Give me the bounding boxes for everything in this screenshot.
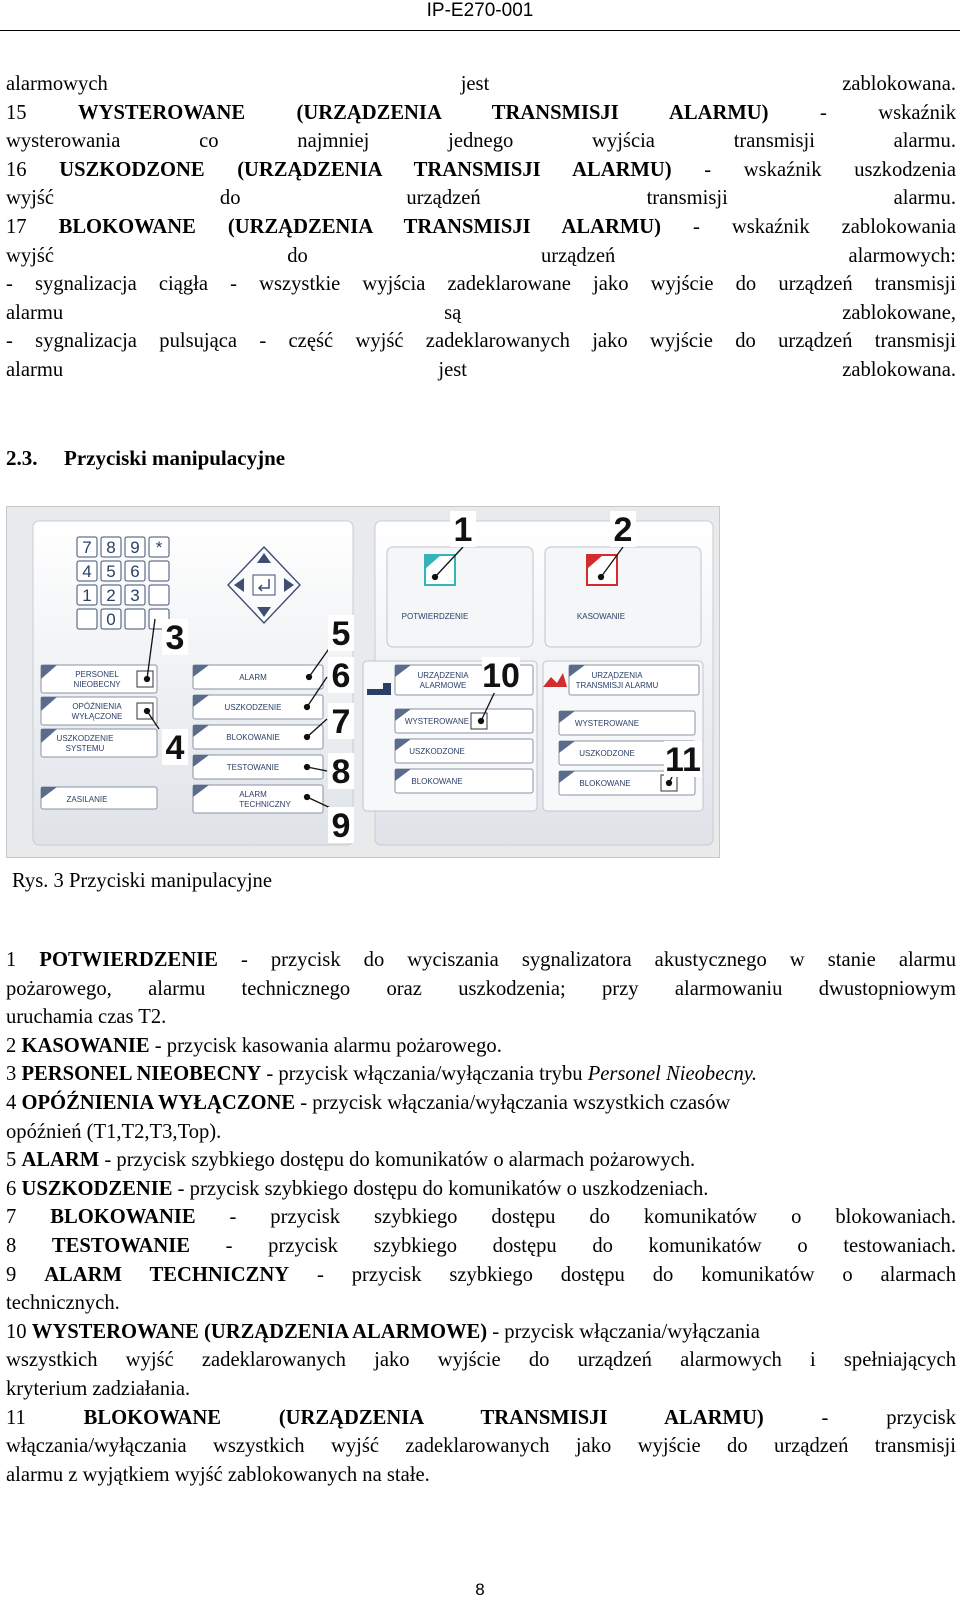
button-opoznienia-wylaczone[interactable] xyxy=(41,697,157,725)
label-wysterowane-t: WYSTEROWANE xyxy=(574,719,640,728)
label-blokowanie: BLOKOWANIE xyxy=(226,733,280,742)
text-run: 17 xyxy=(6,215,59,238)
label-techniczny: TECHNICZNY xyxy=(239,800,291,809)
label-nieobecny: NIEOBECNY xyxy=(73,680,121,689)
intro-line xyxy=(6,270,956,299)
callout-number: 10 xyxy=(482,657,520,695)
text-run: - przycisk włączania/wyłączania trybu xyxy=(261,1063,588,1086)
keypad-key[interactable] xyxy=(149,585,169,605)
svg-text:BLOKOWANIE xyxy=(226,733,280,742)
keypad-key[interactable] xyxy=(77,585,97,605)
keypad-key[interactable] xyxy=(125,585,145,605)
label-blokowane-a: BLOKOWANE xyxy=(411,777,463,786)
callout-number: 2 xyxy=(613,511,633,549)
bold-term: ALARM xyxy=(21,1149,100,1172)
label-transmisji: TRANSMISJI ALARMU xyxy=(575,681,659,690)
text-run: - przycisk do wyciszania sygnalizatora akustycznego w stanie alarmu xyxy=(217,949,956,971)
indicator-uszkodzone-alarmowe xyxy=(395,739,533,763)
svg-text:USZKODZONE xyxy=(579,749,635,758)
svg-text:TRANSMISJI ALARMU xyxy=(576,681,659,690)
text-run: wszystkich wyjść zadeklarowanych jako wyjście do urządzeń alarmowych i spełniających xyxy=(6,1349,956,1372)
description-line xyxy=(6,1118,956,1147)
label-kasowanie: KASOWANIE xyxy=(576,612,626,621)
bold-term: POTWIERDZENIE xyxy=(39,949,218,971)
section-number: 2.3. xyxy=(6,446,38,470)
bold-term: WYSTEROWANE (URZĄDZENIA TRANSMISJI ALARMU) xyxy=(78,101,769,124)
label-uszkodzone-a: USZKODZONE xyxy=(409,747,465,756)
text-run: 7 xyxy=(6,1206,51,1229)
control-panel-figure xyxy=(6,506,720,858)
button-potwierdzenie[interactable] xyxy=(387,547,533,647)
intro-line xyxy=(6,213,956,242)
svg-text:URZĄDZENIA xyxy=(417,671,469,680)
bold-term: USZKODZONE (URZĄDZENIA TRANSMISJI ALARMU) xyxy=(59,158,672,181)
text-run: alarmu są zablokowane, xyxy=(6,301,956,324)
button-alarm[interactable] xyxy=(193,665,323,689)
button-zasilanie[interactable] xyxy=(41,787,157,809)
keypad-key[interactable] xyxy=(101,537,121,557)
text-run: pożarowego, alarmu technicznego oraz uszkodzenia; przy alarmowaniu dwustopniowym xyxy=(6,977,956,1000)
text-run: - przycisk szybkiego dostępu do komunikatów o alarmach xyxy=(289,1263,956,1286)
svg-text:USZKODZONE xyxy=(409,747,465,756)
text-run: - przycisk szybkiego dostępu do komunikatów o uszkodzeniach. xyxy=(172,1177,709,1200)
callout-number: 6 xyxy=(331,657,351,695)
svg-text:ALARM xyxy=(239,673,267,682)
keypad-key-label: 5 xyxy=(106,562,116,581)
text-run: alarmowych jest zablokowana. xyxy=(6,73,956,95)
keypad-key[interactable] xyxy=(149,537,169,557)
label-urzadzenia-t: URZĄDZENIA xyxy=(591,671,643,680)
keypad-key-label: 6 xyxy=(130,562,140,581)
enter-icon[interactable] xyxy=(253,575,275,595)
description-line xyxy=(6,1375,956,1404)
button-uszkodzenie-systemu[interactable] xyxy=(41,729,157,757)
svg-text:USZKODZENIE xyxy=(57,734,114,743)
keypad-key-label: 0 xyxy=(106,610,116,629)
bold-term: BLOKOWANE (URZĄDZENIA TRANSMISJI ALARMU) xyxy=(83,1406,764,1429)
svg-text:USZKODZENIE xyxy=(225,703,282,712)
description-line xyxy=(6,1003,956,1032)
keypad-key-label: 8 xyxy=(106,538,116,557)
callout-number: 1 xyxy=(453,511,473,549)
section-title: Przyciski manipulacyjne xyxy=(64,446,286,470)
svg-text:KASOWANIE xyxy=(577,612,625,621)
text-run: - przycisk włączania/wyłączania xyxy=(487,1320,760,1343)
label-alarm: ALARM xyxy=(239,673,267,682)
text-run: włączania/wyłączania wszystkich wyjść zadeklarowanych jako wyjście do urządzeń transmisji xyxy=(6,1435,956,1458)
button-personel-nieobecny[interactable] xyxy=(41,665,157,693)
svg-text:ALARMOWE xyxy=(420,681,467,690)
svg-text:URZĄDZENIA xyxy=(591,671,643,680)
label-systemu: SYSTEMU xyxy=(65,744,105,753)
page-header xyxy=(0,0,960,31)
description-line xyxy=(6,1346,956,1375)
text-run: - przycisk szybkiego dostępu do komunikatów o blokowaniach. xyxy=(195,1206,956,1229)
description-line xyxy=(6,1432,956,1461)
bold-term: WYSTEROWANE (URZĄDZENIA ALARMOWE) xyxy=(31,1320,488,1343)
keypad-key-label: 2 xyxy=(106,586,116,605)
description-line xyxy=(6,1261,956,1290)
text-run: alarmu jest zablokowana. xyxy=(6,358,956,381)
text-run: wyjść do urządzeń alarmowych: xyxy=(6,244,956,267)
callout-number: 4 xyxy=(165,729,185,767)
intro-line xyxy=(6,99,956,128)
description-line xyxy=(6,1232,956,1261)
text-run: wysterowania co najmniej jednego wyjścia transmisji alarmu. xyxy=(6,130,956,153)
keypad-key[interactable] xyxy=(101,609,121,629)
callout-number: 3 xyxy=(165,619,185,657)
text-run: - przycisk szybkiego dostępu do komunikatów o alarmach pożarowych. xyxy=(99,1149,696,1172)
svg-text:NIEOBECNY xyxy=(73,680,121,689)
text-run: 5 xyxy=(6,1149,22,1172)
label-blokowane-t: BLOKOWANE xyxy=(579,779,631,788)
indicator-wysterowane-transmisji xyxy=(559,711,695,735)
keypad-key-label: 1 xyxy=(82,586,92,605)
text-run: - przycisk szybkiego dostępu do komunikatów o testowaniach. xyxy=(190,1234,956,1257)
svg-text:SYSTEMU xyxy=(66,744,105,753)
text-run: - wskaźnik zablokowania xyxy=(661,215,956,238)
text-run: 11 xyxy=(6,1406,84,1429)
callout-number: 11 xyxy=(665,741,701,779)
text-run: kryterium zadziałania. xyxy=(6,1377,191,1400)
keypad-key-label: 4 xyxy=(82,562,92,581)
callout-number: 7 xyxy=(331,703,351,741)
keypad-key[interactable] xyxy=(101,561,121,581)
label-testowanie: TESTOWANIE xyxy=(226,763,280,772)
label-zasilanie: ZASILANIE xyxy=(66,795,108,804)
description-line xyxy=(6,1146,956,1175)
intro-line xyxy=(6,242,956,271)
text-run: - sygnalizacja pulsująca - część wyjść zadeklarowanych jako wyjście do urządzeń transmisji xyxy=(6,330,956,353)
label-potwierdzenie: POTWIERDZENIE xyxy=(401,612,469,621)
section-heading xyxy=(6,446,285,471)
bold-term: ALARM TECHNICZNY xyxy=(44,1263,290,1286)
label-urzadzenia-a: URZĄDZENIA xyxy=(417,671,469,680)
label-alarm-t: ALARM xyxy=(239,790,267,799)
label-uszkodzenie: USZKODZENIE xyxy=(224,703,282,712)
button-uszkodzenie[interactable] xyxy=(193,695,323,719)
text-run: - wskaźnik xyxy=(768,101,956,124)
svg-text:BLOKOWANE xyxy=(411,777,462,786)
figure-caption: Rys. 3 Przyciski manipulacyjne xyxy=(12,870,272,892)
text-run: 16 xyxy=(6,158,60,181)
text-run: - przycisk włączania/wyłączania wszystkich czasów xyxy=(295,1091,731,1114)
keypad-key[interactable] xyxy=(77,561,97,581)
callout-number: 5 xyxy=(331,615,351,653)
intro-line xyxy=(6,184,956,213)
text-run: wyjść do urządzeń transmisji alarmu. xyxy=(6,187,956,210)
label-wysterowane-a: WYSTEROWANE xyxy=(404,717,470,726)
text-run: 9 xyxy=(6,1263,45,1286)
text-run: - sygnalizacja ciągła - wszystkie wyjścia zadeklarowane jako wyjście do urządzeń transmisji xyxy=(6,273,956,296)
control-panel-illustration xyxy=(7,507,719,857)
button-wysterowane-alarmowe[interactable] xyxy=(395,709,533,733)
text-run: 2 xyxy=(6,1034,22,1057)
text-run: opóźnień (T1,T2,T3,Top). xyxy=(6,1120,222,1143)
text-run: 1 xyxy=(6,949,40,971)
button-descriptions xyxy=(6,946,956,1489)
indicator-blokowane-alarmowe xyxy=(395,769,533,793)
text-run: - przycisk xyxy=(763,1406,956,1429)
bold-term: USZKODZENIE xyxy=(21,1177,173,1200)
document-id: IP-E270-001 xyxy=(426,0,534,21)
callout-number: 9 xyxy=(331,807,351,845)
svg-text:ALARM xyxy=(239,790,267,799)
italic-term: Personel Nieobecny. xyxy=(587,1063,757,1086)
bold-term: OPÓŹNIENIA WYŁĄCZONE xyxy=(21,1091,296,1114)
description-line xyxy=(6,1060,956,1089)
keypad-key-label: 3 xyxy=(130,586,140,605)
bold-term: BLOKOWANE (URZĄDZENIA TRANSMISJI ALARMU) xyxy=(58,215,662,238)
description-line xyxy=(6,1175,956,1204)
label-wylaczone: WYŁĄCZONE xyxy=(71,712,123,721)
svg-text:WYŁĄCZONE xyxy=(72,712,123,721)
description-line xyxy=(6,1404,956,1433)
description-line xyxy=(6,1203,956,1232)
page-number: 8 xyxy=(475,1580,485,1599)
label-uszkodzenie-s: USZKODZENIE xyxy=(56,734,114,743)
label-uszkodzone-t: USZKODZONE xyxy=(579,749,635,758)
bold-term: PERSONEL NIEOBECNY xyxy=(21,1063,262,1086)
intro-paragraphs xyxy=(6,70,956,385)
bold-term: BLOKOWANIE xyxy=(50,1206,196,1229)
svg-text:WYSTEROWANE xyxy=(405,717,469,726)
keypad-key-label: 7 xyxy=(82,538,92,557)
callout-number: 8 xyxy=(331,753,351,791)
bold-term: KASOWANIE xyxy=(21,1034,150,1057)
button-kasowanie[interactable] xyxy=(545,547,701,647)
svg-text:TESTOWANIE xyxy=(227,763,279,772)
description-line xyxy=(6,975,956,1004)
svg-text:ZASILANIE xyxy=(67,795,108,804)
page-footer xyxy=(0,1580,960,1600)
keypad-key[interactable] xyxy=(149,561,169,581)
svg-text:OPÓŹNIENIA xyxy=(72,702,122,711)
intro-line xyxy=(6,127,956,156)
description-line xyxy=(6,1318,956,1347)
keypad-key-label: 9 xyxy=(130,538,140,557)
svg-text:POTWIERDZENIE xyxy=(402,612,469,621)
bold-term: TESTOWANIE xyxy=(51,1234,191,1257)
text-run: - wskaźnik uszkodzenia xyxy=(671,158,956,181)
text-run: 8 xyxy=(6,1234,52,1257)
label-opoznienia: OPÓŹNIENIA xyxy=(72,702,122,711)
text-run: 4 xyxy=(6,1091,22,1114)
intro-line xyxy=(6,327,956,356)
svg-text:TECHNICZNY xyxy=(239,800,291,809)
keypad-key[interactable] xyxy=(125,561,145,581)
text-run: uruchamia czas T2. xyxy=(6,1006,167,1029)
button-alarm-techniczny[interactable] xyxy=(193,785,323,813)
text-run: 3 xyxy=(6,1063,22,1086)
text-run: - przycisk kasowania alarmu pożarowego. xyxy=(149,1034,502,1057)
svg-text:PERSONEL xyxy=(75,670,119,679)
keypad-key[interactable] xyxy=(77,609,97,629)
text-run: 10 xyxy=(6,1320,32,1343)
keypad-key[interactable] xyxy=(125,609,145,629)
text-run: alarmu z wyjątkiem wyjść zablokowanych na stałe. xyxy=(6,1463,430,1486)
svg-text:WYSTEROWANE xyxy=(575,719,639,728)
intro-line xyxy=(6,156,956,185)
svg-text:BLOKOWANE xyxy=(579,779,630,788)
button-testowanie[interactable] xyxy=(193,755,323,779)
keypad-key[interactable] xyxy=(77,537,97,557)
button-blokowanie[interactable] xyxy=(193,725,323,749)
description-line xyxy=(6,1461,956,1490)
intro-line xyxy=(6,299,956,328)
keypad-key[interactable] xyxy=(101,585,121,605)
text-run: 6 xyxy=(6,1177,22,1200)
intro-line xyxy=(6,70,956,99)
label-alarmowe: ALARMOWE xyxy=(419,681,467,690)
description-line xyxy=(6,1289,956,1318)
description-line xyxy=(6,946,956,975)
description-line xyxy=(6,1032,956,1061)
intro-line xyxy=(6,356,956,385)
label-personel: PERSONEL xyxy=(75,670,119,679)
keypad-key[interactable] xyxy=(125,537,145,557)
description-line xyxy=(6,1089,956,1118)
text-run: technicznych. xyxy=(6,1292,120,1315)
text-run: 15 xyxy=(6,101,79,124)
keypad-key-label: * xyxy=(155,538,163,557)
